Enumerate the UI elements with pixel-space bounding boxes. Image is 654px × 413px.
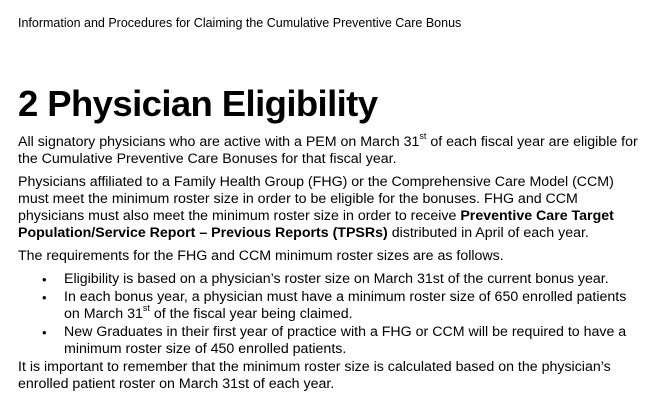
paragraph-text: distributed in April of each year. bbox=[387, 225, 589, 241]
list-item bbox=[18, 271, 640, 288]
report-name-bold: Preventive Care Target Population/Service Report – Previous Reports (TPSRs) bbox=[18, 208, 614, 241]
list-item-text: In each bonus year, a physician must have a minimum roster size of 650 enrolled patients on March 31 bbox=[64, 289, 627, 322]
paragraph-text: of each fiscal year are eligible for the Cumulative Preventive Care Bonuses for that fiscal year. bbox=[18, 134, 638, 167]
list-item-text: New Graduates in their first year of practice with a FHG or CCM will be required to have a minimum roster size of 450 enrolled patients. bbox=[64, 324, 627, 357]
eligibility-paragraph bbox=[18, 131, 640, 168]
fhg-ccm-paragraph bbox=[18, 174, 640, 242]
list-item-text: of the fiscal year being claimed. bbox=[149, 306, 353, 322]
closing-paragraph: It is important to remember that the minimum roster size is calculated based on the physician’s enrolled patient roster on March 31st of each year. bbox=[18, 359, 611, 392]
section-body bbox=[18, 131, 640, 393]
bullet-icon: • bbox=[42, 325, 47, 340]
running-header: Information and Procedures for Claiming the Cumulative Preventive Care Bonus bbox=[18, 16, 462, 30]
bullet-icon: • bbox=[42, 290, 47, 305]
list-item-text: Eligibility is based on a physician’s roster size on March 31st of the current bonus year. bbox=[64, 271, 609, 287]
requirements-intro: The requirements for the FHG and CCM minimum roster sizes are as follows. bbox=[18, 248, 504, 264]
bullet-icon: • bbox=[42, 272, 47, 287]
section-title: 2 Physician Eligibility bbox=[18, 83, 378, 124]
ordinal-suffix: st bbox=[142, 303, 150, 314]
paragraph-text: Physicians affiliated to a Family Health Group (FHG) or the Comprehensive Care Model (CCM) must meet the minimum roster size in order to be eligible for the bonuses. FHG and CCM physicians must also meet the minimum roster size in order to receive bbox=[18, 174, 614, 224]
requirements-list bbox=[18, 271, 640, 358]
list-item bbox=[18, 324, 640, 358]
list-item bbox=[18, 289, 640, 323]
paragraph-text: All signatory physicians who are active with a PEM on March 31 bbox=[18, 134, 420, 150]
ordinal-suffix: st bbox=[419, 131, 427, 142]
